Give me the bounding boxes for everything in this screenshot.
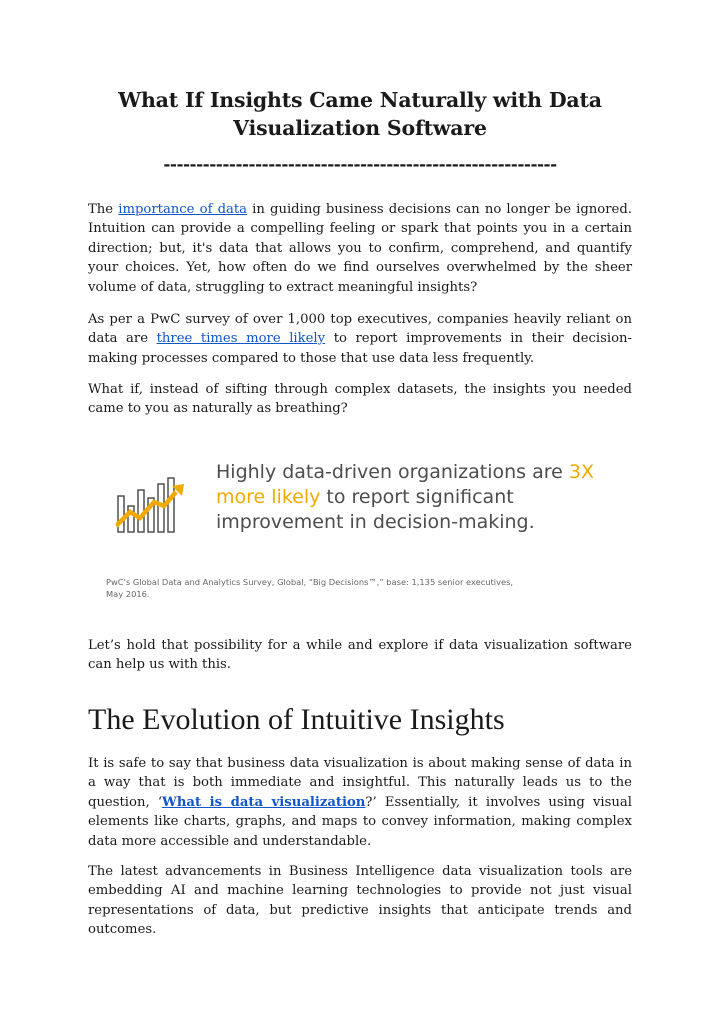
p5-text-after: ?’ Essentially, it involves using visual elements like charts, graphs, and maps to convey information, making complex data more accessible and understandable. (88, 794, 632, 849)
p2-text-before: As per a PwC survey of over 1,000 top executives, companies heavily reliant on data are (88, 312, 632, 347)
pwc-infographic (106, 450, 616, 610)
headline-3x: 3X (568, 461, 595, 483)
section-paragraph-2: The latest advancements in Business Intelligence data visualization tools are embedding AI and machine learning technologies to provide not just visual representations of data, but predictive insights that anticipate trends and outcomes. (88, 864, 632, 938)
page-title: What If Insights Came Naturally with Data Visualization Software (118, 88, 602, 140)
intro-paragraph-1 (88, 200, 632, 297)
infographic-caption: PwC's Global Data and Analytics Survey, Global, “Big Decisions™,” base: 1,135 senior executives, May 2016. (106, 577, 514, 599)
bar-chart-arrow-icon (116, 476, 186, 534)
p1-text-before: The (88, 202, 119, 217)
headline-more-likely: more likely (216, 486, 321, 508)
p1-text-after: in guiding business decisions can no longer be ignored. Intuition can provide a compelling feeling or spark that points you in a certain direction; but, it's data that allows you to confirm, comprehend, and quantify your choices. Yet, how often do we find ourselves overwhelmed by the sheer volume of data, struggling to extract meaningful insights? (88, 202, 632, 295)
headline-part-2: to report significant improvement in decision-making. (216, 486, 535, 533)
p5-text-before: It is safe to say that business data visualization is about making sense of data in a way that is both immediate and insightful. This naturally leads us to the question, ‘ (88, 756, 632, 810)
infographic-headline (216, 460, 616, 535)
divider-line: ------------------------------------------------------------ (163, 155, 557, 175)
section-heading: The Evolution of Intuitive Insights (88, 703, 505, 736)
importance-of-data-link[interactable]: importance of data (118, 202, 248, 217)
what-is-data-visualization-link[interactable]: What is data visualization (162, 794, 366, 810)
intro-paragraph-3: What if, instead of sifting through complex datasets, the insights you needed came to you as naturally as breathing? (88, 382, 632, 417)
headline-part-1: Highly data-driven organizations are (216, 461, 569, 483)
transition-paragraph: Let’s hold that possibility for a while and explore if data visualization software can help us with this. (88, 638, 632, 673)
intro-paragraph-2 (88, 310, 632, 368)
three-times-more-likely-link[interactable]: three times more likely (156, 331, 326, 347)
p2-text-after: to report improvements in their decision-making processes compared to those that use data less frequently. (88, 331, 633, 366)
section-paragraph-1 (88, 754, 632, 851)
